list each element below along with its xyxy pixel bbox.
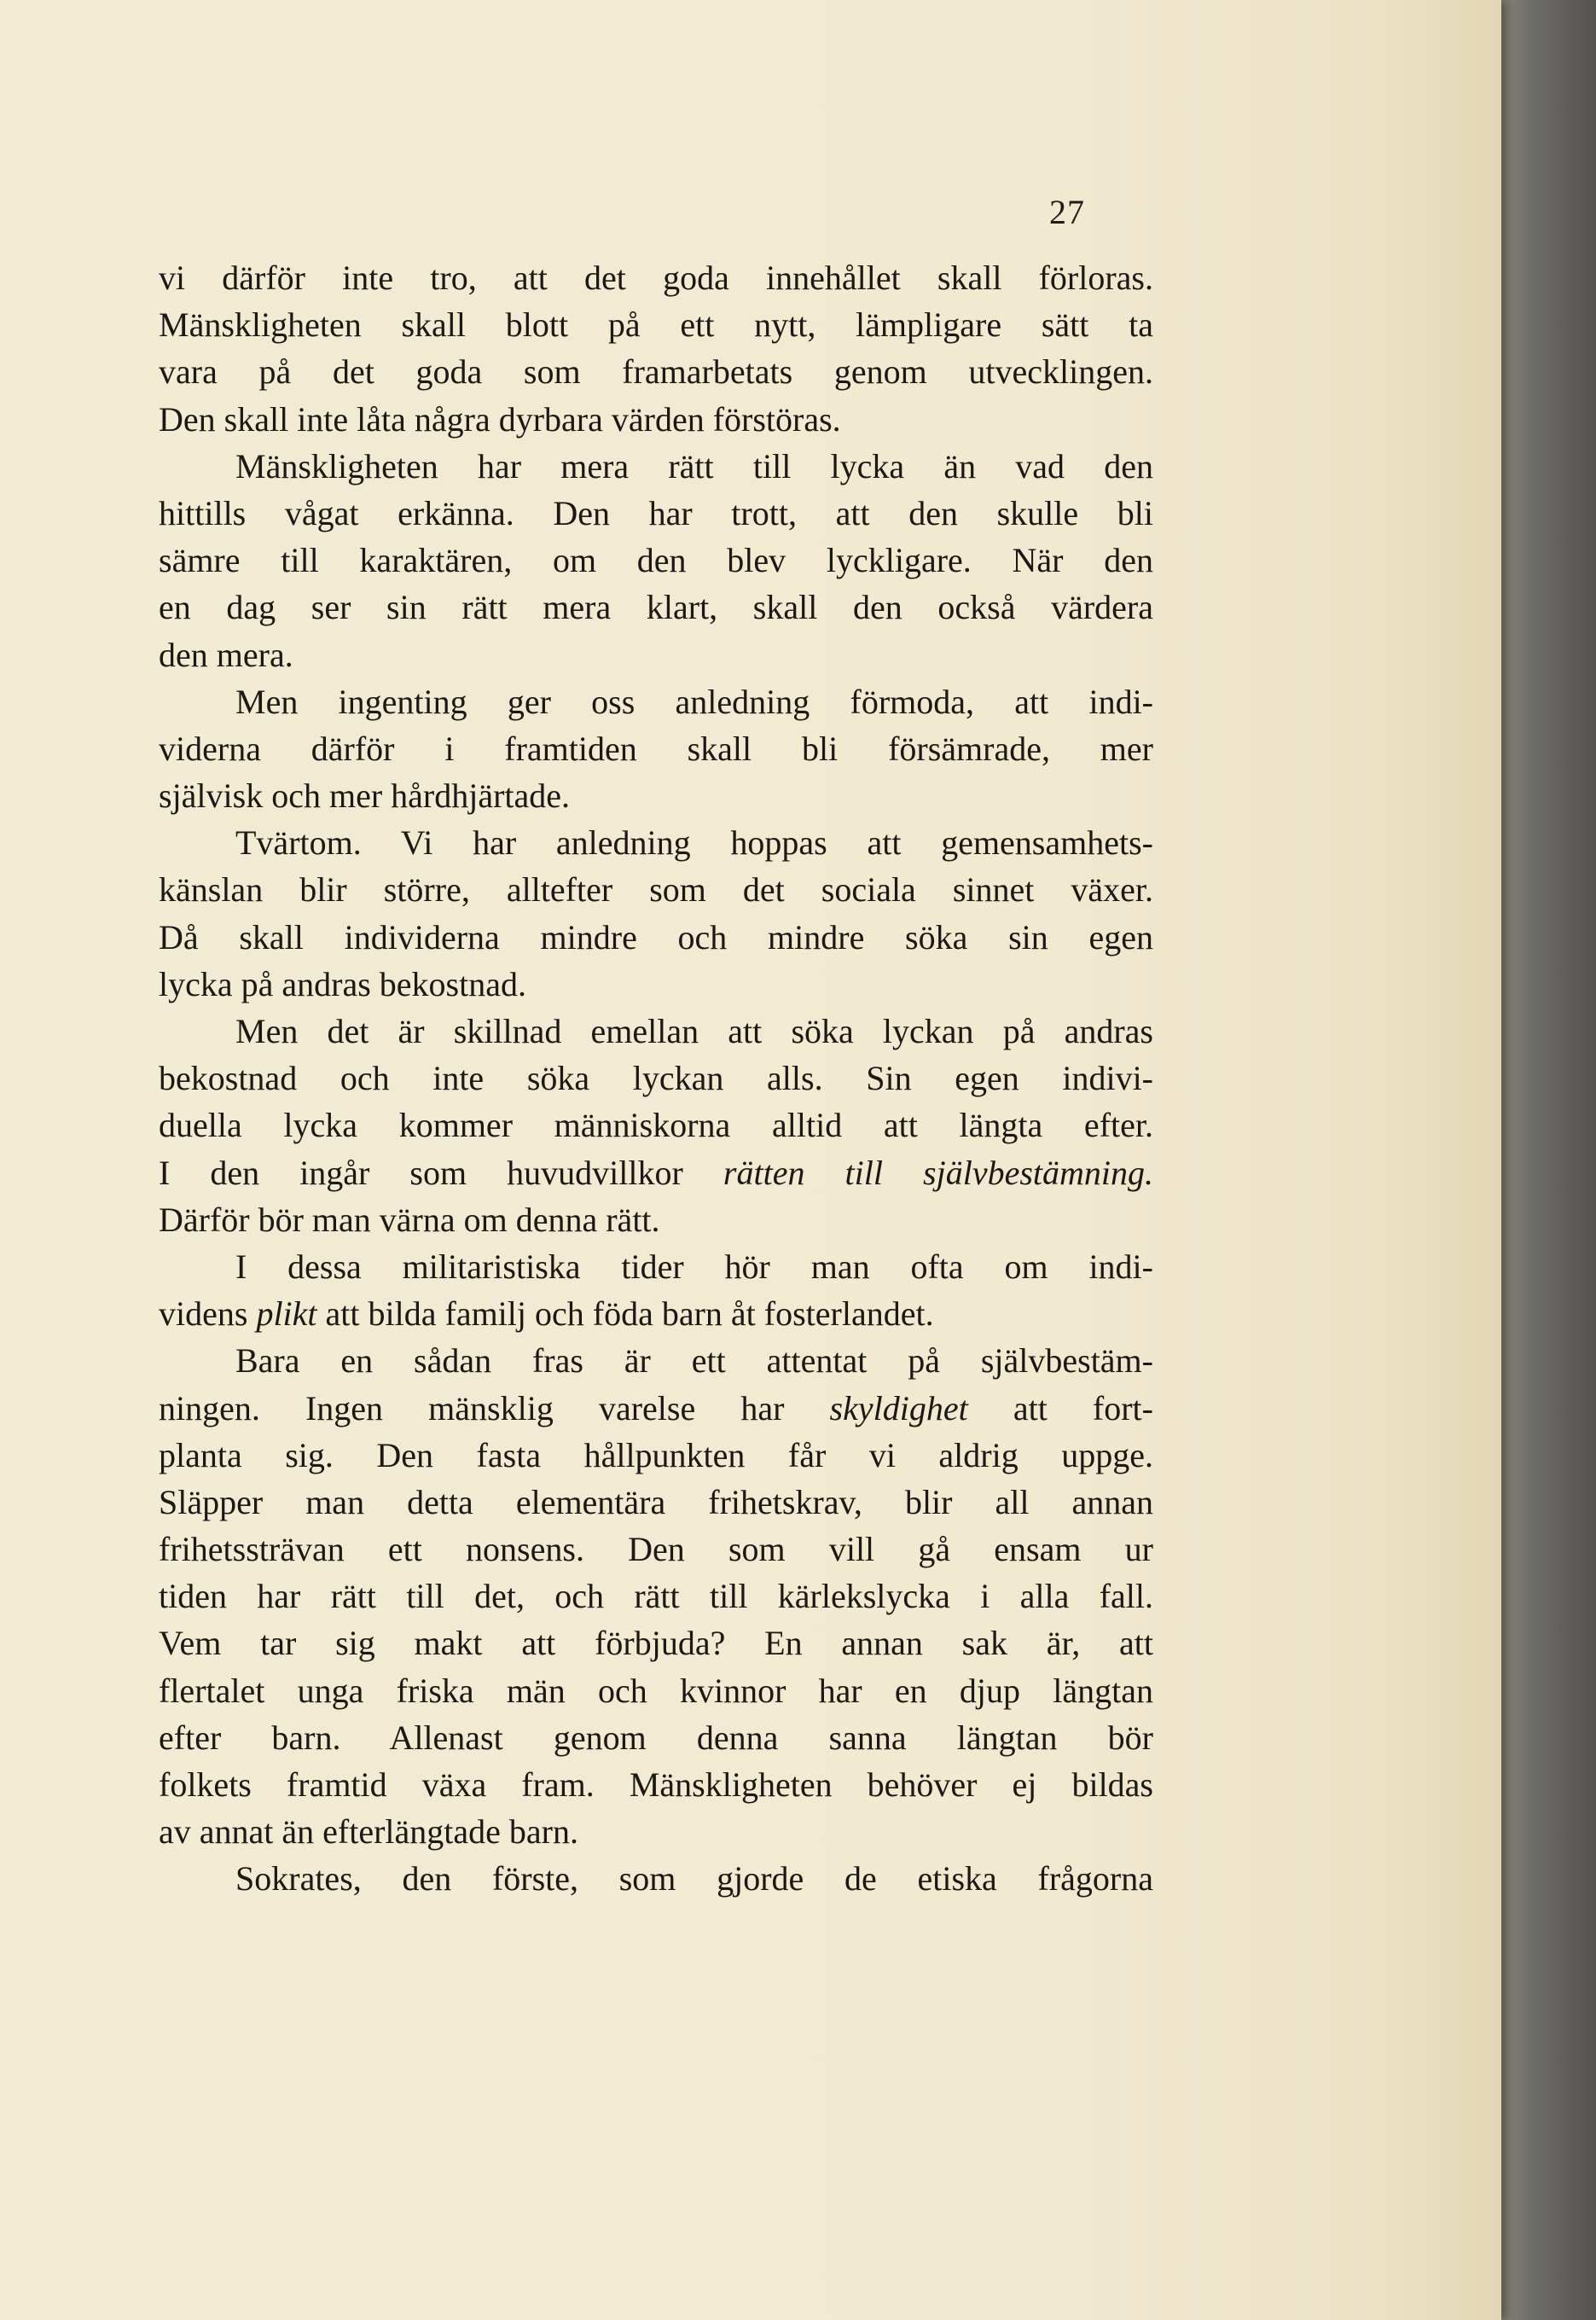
text-line bbox=[159, 1526, 1153, 1573]
text-line bbox=[159, 1102, 1153, 1148]
text-line bbox=[159, 443, 1153, 490]
text-line bbox=[159, 1479, 1153, 1526]
text-line-content: I den ingår som huvudvillkor bbox=[159, 1153, 723, 1192]
text-line-content: den mera. bbox=[159, 635, 293, 674]
text-line-content: duella lycka kommer människorna alltid att längta efter. bbox=[159, 1106, 1153, 1145]
emphasized-text: plikt bbox=[256, 1294, 317, 1334]
page-number: 27 bbox=[1049, 193, 1085, 231]
text-line bbox=[159, 537, 1153, 584]
text-line bbox=[159, 1055, 1153, 1102]
text-line bbox=[159, 678, 1153, 725]
text-line-content: att fort- bbox=[967, 1388, 1153, 1427]
text-line-content: Men det är skillnad emellan att söka lyckan på andras bbox=[235, 1012, 1153, 1050]
body-text bbox=[159, 254, 1153, 1903]
text-line bbox=[159, 1337, 1153, 1384]
text-line-content: flertalet unga friska män och kvinnor har en djup längtan bbox=[159, 1671, 1153, 1710]
text-line bbox=[159, 772, 1153, 819]
text-line-content: självisk och mer hårdhjärtade. bbox=[159, 776, 571, 816]
text-line bbox=[159, 1149, 1153, 1196]
text-line bbox=[159, 961, 1153, 1008]
text-line-content: viderna därför i framtiden skall bli försämrade, mer bbox=[159, 729, 1153, 768]
text-line bbox=[159, 254, 1153, 301]
text-line-content: tiden har rätt till det, och rätt till kärlekslycka i alla fall. bbox=[159, 1577, 1153, 1616]
text-line bbox=[159, 1008, 1153, 1055]
text-line-content: efter barn. Allenast genom denna sanna längtan bör bbox=[159, 1718, 1153, 1757]
text-line bbox=[159, 584, 1153, 631]
text-line bbox=[159, 866, 1153, 913]
text-line bbox=[159, 819, 1153, 866]
text-line bbox=[159, 1667, 1153, 1714]
text-line-content: Då skall individerna mindre och mindre söka sin egen bbox=[159, 917, 1153, 956]
text-line bbox=[159, 725, 1153, 772]
emphasized-text: rätten till självbestämning. bbox=[723, 1153, 1154, 1192]
text-line-content: ningen. Ingen mänsklig varelse har bbox=[159, 1388, 830, 1427]
text-line-content: att bilda familj och föda barn åt fosterlandet. bbox=[316, 1294, 934, 1334]
text-line bbox=[159, 1761, 1153, 1808]
text-line bbox=[159, 914, 1153, 961]
text-line-content: I dessa militaristiska tider hör man ofta om indi- bbox=[235, 1247, 1153, 1286]
text-line bbox=[159, 490, 1153, 537]
text-line bbox=[159, 631, 1153, 678]
text-line-content: Därför bör man värna om denna rätt. bbox=[159, 1200, 660, 1239]
text-line bbox=[159, 1196, 1153, 1243]
text-line bbox=[159, 1385, 1153, 1432]
text-line-content: folkets framtid växa fram. Mänskligheten behöver ej bildas bbox=[159, 1765, 1153, 1804]
text-line bbox=[159, 1243, 1153, 1290]
text-line-content: videns bbox=[159, 1294, 257, 1334]
emphasized-text: skyldighet bbox=[829, 1388, 968, 1427]
text-line bbox=[159, 348, 1153, 395]
text-line bbox=[159, 1290, 1153, 1337]
text-line-content: Men ingenting ger oss anledning förmoda, att indi- bbox=[235, 682, 1153, 721]
text-line bbox=[159, 301, 1153, 348]
text-line-content: av annat än efterlängtade barn. bbox=[159, 1812, 578, 1852]
text-line-content: bekostnad och inte söka lyckan alls. Sin egen indivi- bbox=[159, 1059, 1153, 1098]
text-line-content: Sokrates, den förste, som gjorde de etiska frågorna bbox=[235, 1859, 1153, 1898]
text-line-content: vi därför inte tro, att det goda innehållet skall förloras. bbox=[159, 259, 1153, 297]
text-line-content: Vem tar sig makt att förbjuda? En annan sak är, att bbox=[159, 1624, 1153, 1663]
text-line bbox=[159, 1855, 1153, 1902]
text-line bbox=[159, 396, 1153, 443]
text-line bbox=[159, 1714, 1153, 1761]
text-line-content: lycka på andras bekostnad. bbox=[159, 964, 526, 1003]
text-line-content: Släpper man detta elementära frihetskrav, blir all annan bbox=[159, 1482, 1153, 1521]
text-line-content: planta sig. Den fasta hållpunkten får vi aldrig uppge. bbox=[159, 1435, 1153, 1474]
text-line-content: Bara en sådan fras är ett attentat på självbestäm- bbox=[235, 1341, 1153, 1381]
text-line-content: Tvärtom. Vi har anledning hoppas att gemensamhets- bbox=[235, 823, 1153, 863]
text-line-content: vara på det goda som framarbetats genom utvecklingen. bbox=[159, 352, 1153, 392]
text-line bbox=[159, 1619, 1153, 1666]
text-line bbox=[159, 1432, 1153, 1479]
text-line bbox=[159, 1808, 1153, 1855]
text-line-content: Mänskligheten har mera rätt till lycka än vad den bbox=[235, 446, 1153, 486]
text-line-content: Den skall inte låta några dyrbara värden förstöras. bbox=[159, 399, 841, 439]
text-line-content: frihetssträvan ett nonsens. Den som vill gå ensam ur bbox=[159, 1530, 1153, 1569]
text-line-content: känslan blir större, alltefter som det sociala sinnet växer. bbox=[159, 870, 1153, 910]
text-line-content: hittills vågat erkänna. Den har trott, att den skulle bli bbox=[159, 493, 1153, 532]
text-line-content: sämre till karaktären, om den blev lyckligare. När den bbox=[159, 541, 1153, 580]
text-line bbox=[159, 1573, 1153, 1619]
text-line-content: en dag ser sin rätt mera klart, skall den också värdera bbox=[159, 588, 1153, 627]
text-line-content: Mänskligheten skall blott på ett nytt, lämpligare sätt ta bbox=[159, 305, 1153, 345]
